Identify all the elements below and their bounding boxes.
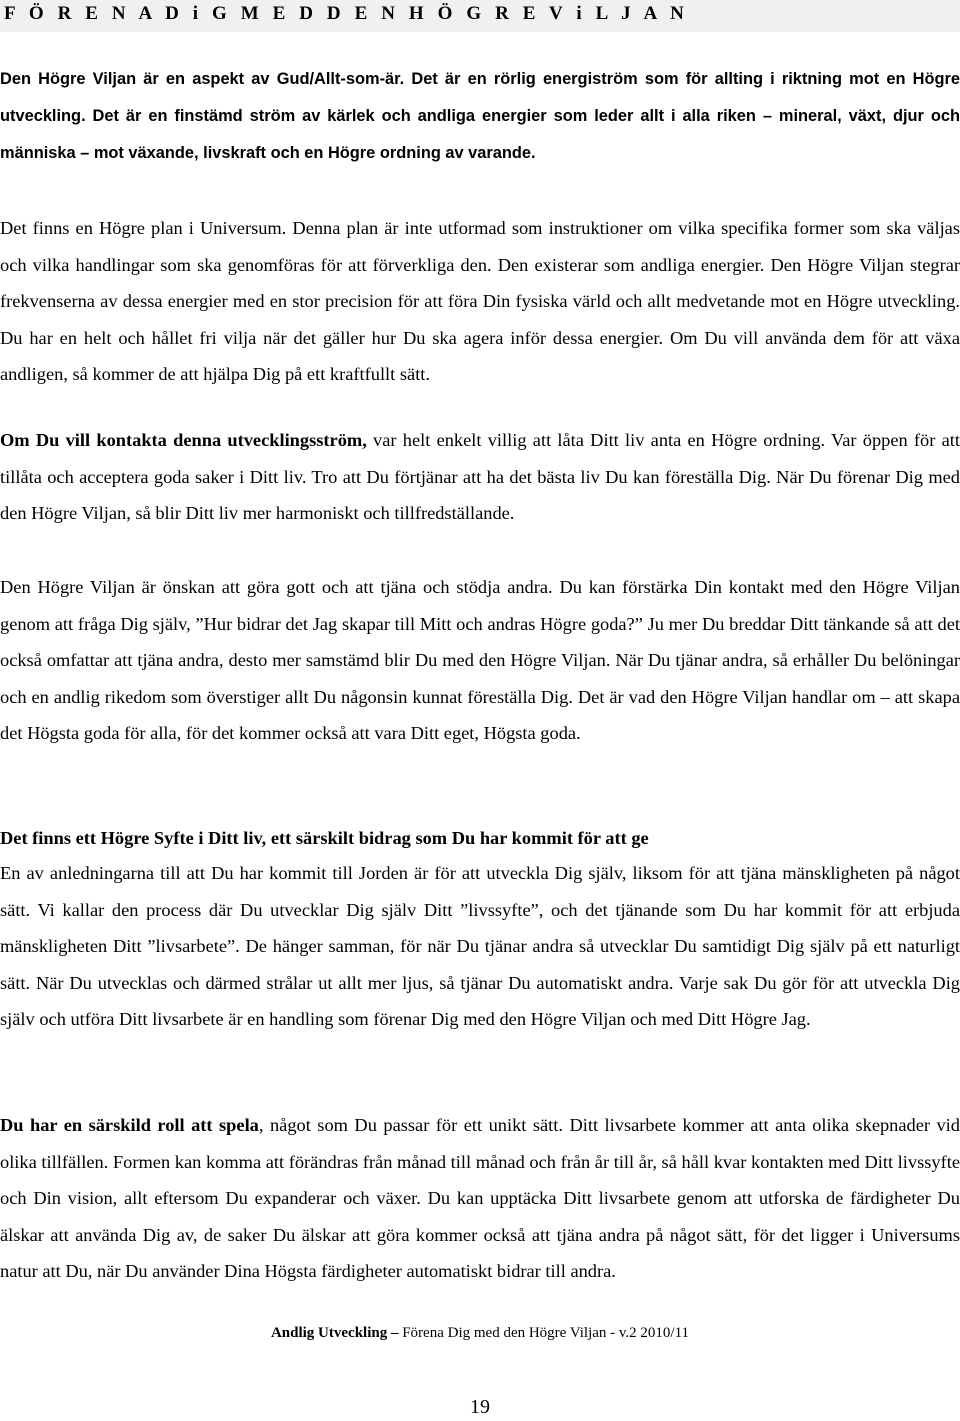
paragraph-special-role-bold: Du har en särskild roll att spela [0,1115,259,1135]
paragraph-higher-plan: Det finns en Högre plan i Universum. Denna plan är inte utformad som instruktioner om vilka specifika former som ska väljas och vilka handlingar som ska genomföras för att förverkliga den. Den existerar som andliga energier. Den Högre Viljan stegrar frekvenserna av dessa energier med en stor precision för att föra Din fysiska värld och allt medvetande mot en Högre utveckling. Du har en helt och hållet fri vilja när det gäller hur Du ska agera inför dessa energier. Om Du vill använda dem för att växa andligen, så kommer de att hjälpa Dig på ett kraftfullt sätt. [0,218,960,384]
intro-paragraph [0,61,960,172]
intro-text-part1: Den Högre Viljan är en aspekt av Gud/Allt-som-är. Det är en rörlig energiström som för allting i riktning mot en Högre utveckling. [0,70,960,125]
paragraph-serve-others: Den Högre Viljan är önskan att göra gott och att tjäna och stödja andra. Du kan förstärka Din kontakt med den Högre Viljan genom att fråga Dig själv, ”Hur bidrar det Jag skapar till Mitt och andras Högre goda?” Ju mer Du breddar Ditt tänkande så att det också omfattar att tjäna andra, desto mer samstämd blir Du med den Högre Viljan. När Du tjänar andra, så erhåller Du belöningar och en andlig rikedom som överstiger allt Du någonsin kunnat föreställa Dig. Det är vad den Högre Viljan handlar om – att skapa det Högsta goda för alla, för det kommer också att vara Ditt eget, Högsta goda. [0,577,960,743]
paragraph-special-role-rest: , något som Du passar för ett unikt sätt. Ditt livsarbete kommer att anta olika skepnader vid olika tillfällen. Formen kan komma att förändras från månad till månad och från år till år, så håll kvar kontakten med Ditt livssyfte och Din vision, allt eftersom Du expanderar och växer. Du kan upptäcka Ditt livsarbete genom att utforska de färdigheter Du älskar att använda Dig av, de saker Du älskar att göra kommer också att tjäna andra på något sätt, för det ligger i Universums natur att Du, när Du använder Dina Högsta färdigheter automatiskt bidrar till andra. [0,1115,960,1281]
paragraph-special-role [0,1107,960,1290]
paragraph-contact-rest: var helt enkelt villig att låta Ditt liv anta en Högre ordning. Var öppen för att tillåta och acceptera goda saker i Ditt liv. Tro att Du förtjänar att ha det bästa liv Du kan föreställa Dig. När Du förenar Dig med den Högre Viljan, så blir Ditt liv mer harmoniskt och tillfredställande. [0,430,960,523]
page-number: 19 [470,1396,490,1418]
page-footer [0,1325,960,1342]
paragraph-contact [0,422,960,532]
paragraph-contact-bold: Om Du vill kontakta denna utvecklingsström, [0,430,367,450]
footer-series: Andlig Utveckling [270,1325,388,1341]
footer-dash: – [390,1325,399,1341]
section-heading-higher-purpose: Det finns ett Högre Syfte i Ditt liv, ett särskilt bidrag som Du har kommit för att ge [0,828,649,848]
intro-text-part2: Det är en finstämd ström av kärlek och andliga energier som leder allt i alla riken – mineral, växt, djur och människa – mot växande, livskraft och en Högre ordning av varande. [0,107,960,162]
footer-subtitle: Förena Dig med den Högre Viljan - v.2 2010/11 [402,1325,690,1341]
paragraph-higher-purpose: En av anledningarna till att Du har kommit till Jorden är för att utveckla Dig själv, liksom för att tjäna mänskligheten på något sätt. Vi kallar den process där Du utvecklar Dig själv Ditt ”livssyfte”, och det tjänande som Du har kommit för att erbjuda mänskligheten Ditt ”livsarbete”. De hänger samman, för när Du tjänar andra så utvecklar Du samtidigt Dig själv på ett naturligt sätt. När Du utvecklas och därmed strålar ut allt mer ljus, så tjänar Du automatiskt andra. Varje sak Du gör för att utveckla Dig själv och utföra Ditt livsarbete är en handling som förenar Dig med den Högre Viljan och med Ditt Högre Jag. [0,863,960,1029]
page-title: F Ö R E N A D i G M E D D E N H Ö G R E V i L J A N [0,0,960,32]
